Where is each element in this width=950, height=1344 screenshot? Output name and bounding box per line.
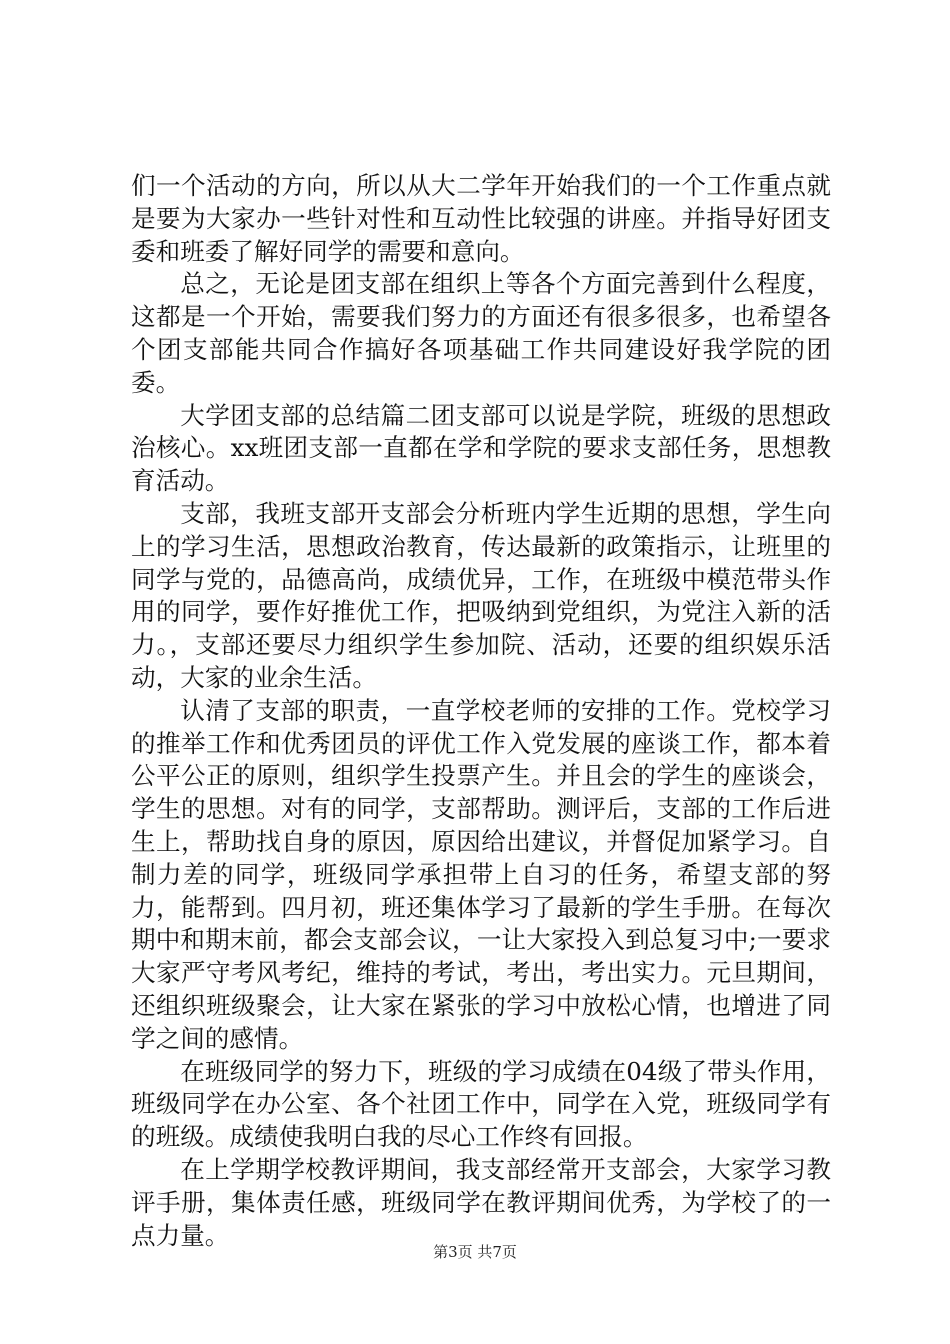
- document-body: [131, 170, 831, 1252]
- paragraph-7: 在上学期学校教评期间，我支部经常开支部会，大家学习教评手册，集体责任感，班级同学在教评期间优秀，为学校了的一点力量。: [131, 1154, 831, 1250]
- paragraph-1: 们一个活动的方向，所以从大二学年开始我们的一个工作重点就是要为大家办一些针对性和互动性比较强的讲座。并指导好团支委和班委了解好同学的需要和意向。: [131, 171, 831, 266]
- page-number-footer: 第3页 共7页: [433, 1243, 517, 1261]
- paragraph-2: 总之，无论是团支部在组织上等各个方面完善到什么程度，这都是一个开始，需要我们努力的方面还有很多很多，也希望各个团支部能共同合作搞好各项基础工作共同建设好我学院的团委。: [131, 269, 831, 397]
- paragraph-5: 认清了支部的职责，一直学校老师的安排的工作。党校学习的推举工作和优秀团员的评优工作入党发展的座谈工作，都本着公平公正的原则，组织学生投票产生。并且会的学生的座谈会，学生的思想。对有的同学，支部帮助。测评后，支部的工作后进生上，帮助找自身的原因，原因给出建议，并督促加紧学习。自制力差的同学，班级同学承担带上自习的任务，希望支部的努力，能帮到。四月初，班还集体学习了最新的学生手册。在每次期中和期末前，都会支部会议，一让大家投入到总复习中;一要求大家严守考风考纪，维持的考试，考出，考出实力。元旦期间，还组织班级聚会，让大家在紧张的学习中放松心情，也增进了同学之间的感情。: [131, 695, 831, 1053]
- paragraph-4: 支部，我班支部开支部会分析班内学生近期的思想，学生向上的学习生活，思想政治教育，传达最新的政策指示，让班里的同学与党的，品德高尚，成绩优异，工作，在班级中模范带头作用的同学，要作好推优工作，把吸纳到党组织，为党注入新的活力。，支部还要尽力组织学生参加院、活动，还要的组织娱乐活动，大家的业余生活。: [131, 498, 831, 692]
- paragraph-3: 大学团支部的总结篇二团支部可以说是学院，班级的思想政治核心。xx班团支部一直都在学和学院的要求支部任务，思想教育活动。: [131, 400, 831, 496]
- paragraph-6: 在班级同学的努力下，班级的学习成绩在04级了带头作用，班级同学在办公室、各个社团工作中，同学在入党，班级同学有的班级。成绩使我明白我的尽心工作终有回报。: [131, 1056, 831, 1152]
